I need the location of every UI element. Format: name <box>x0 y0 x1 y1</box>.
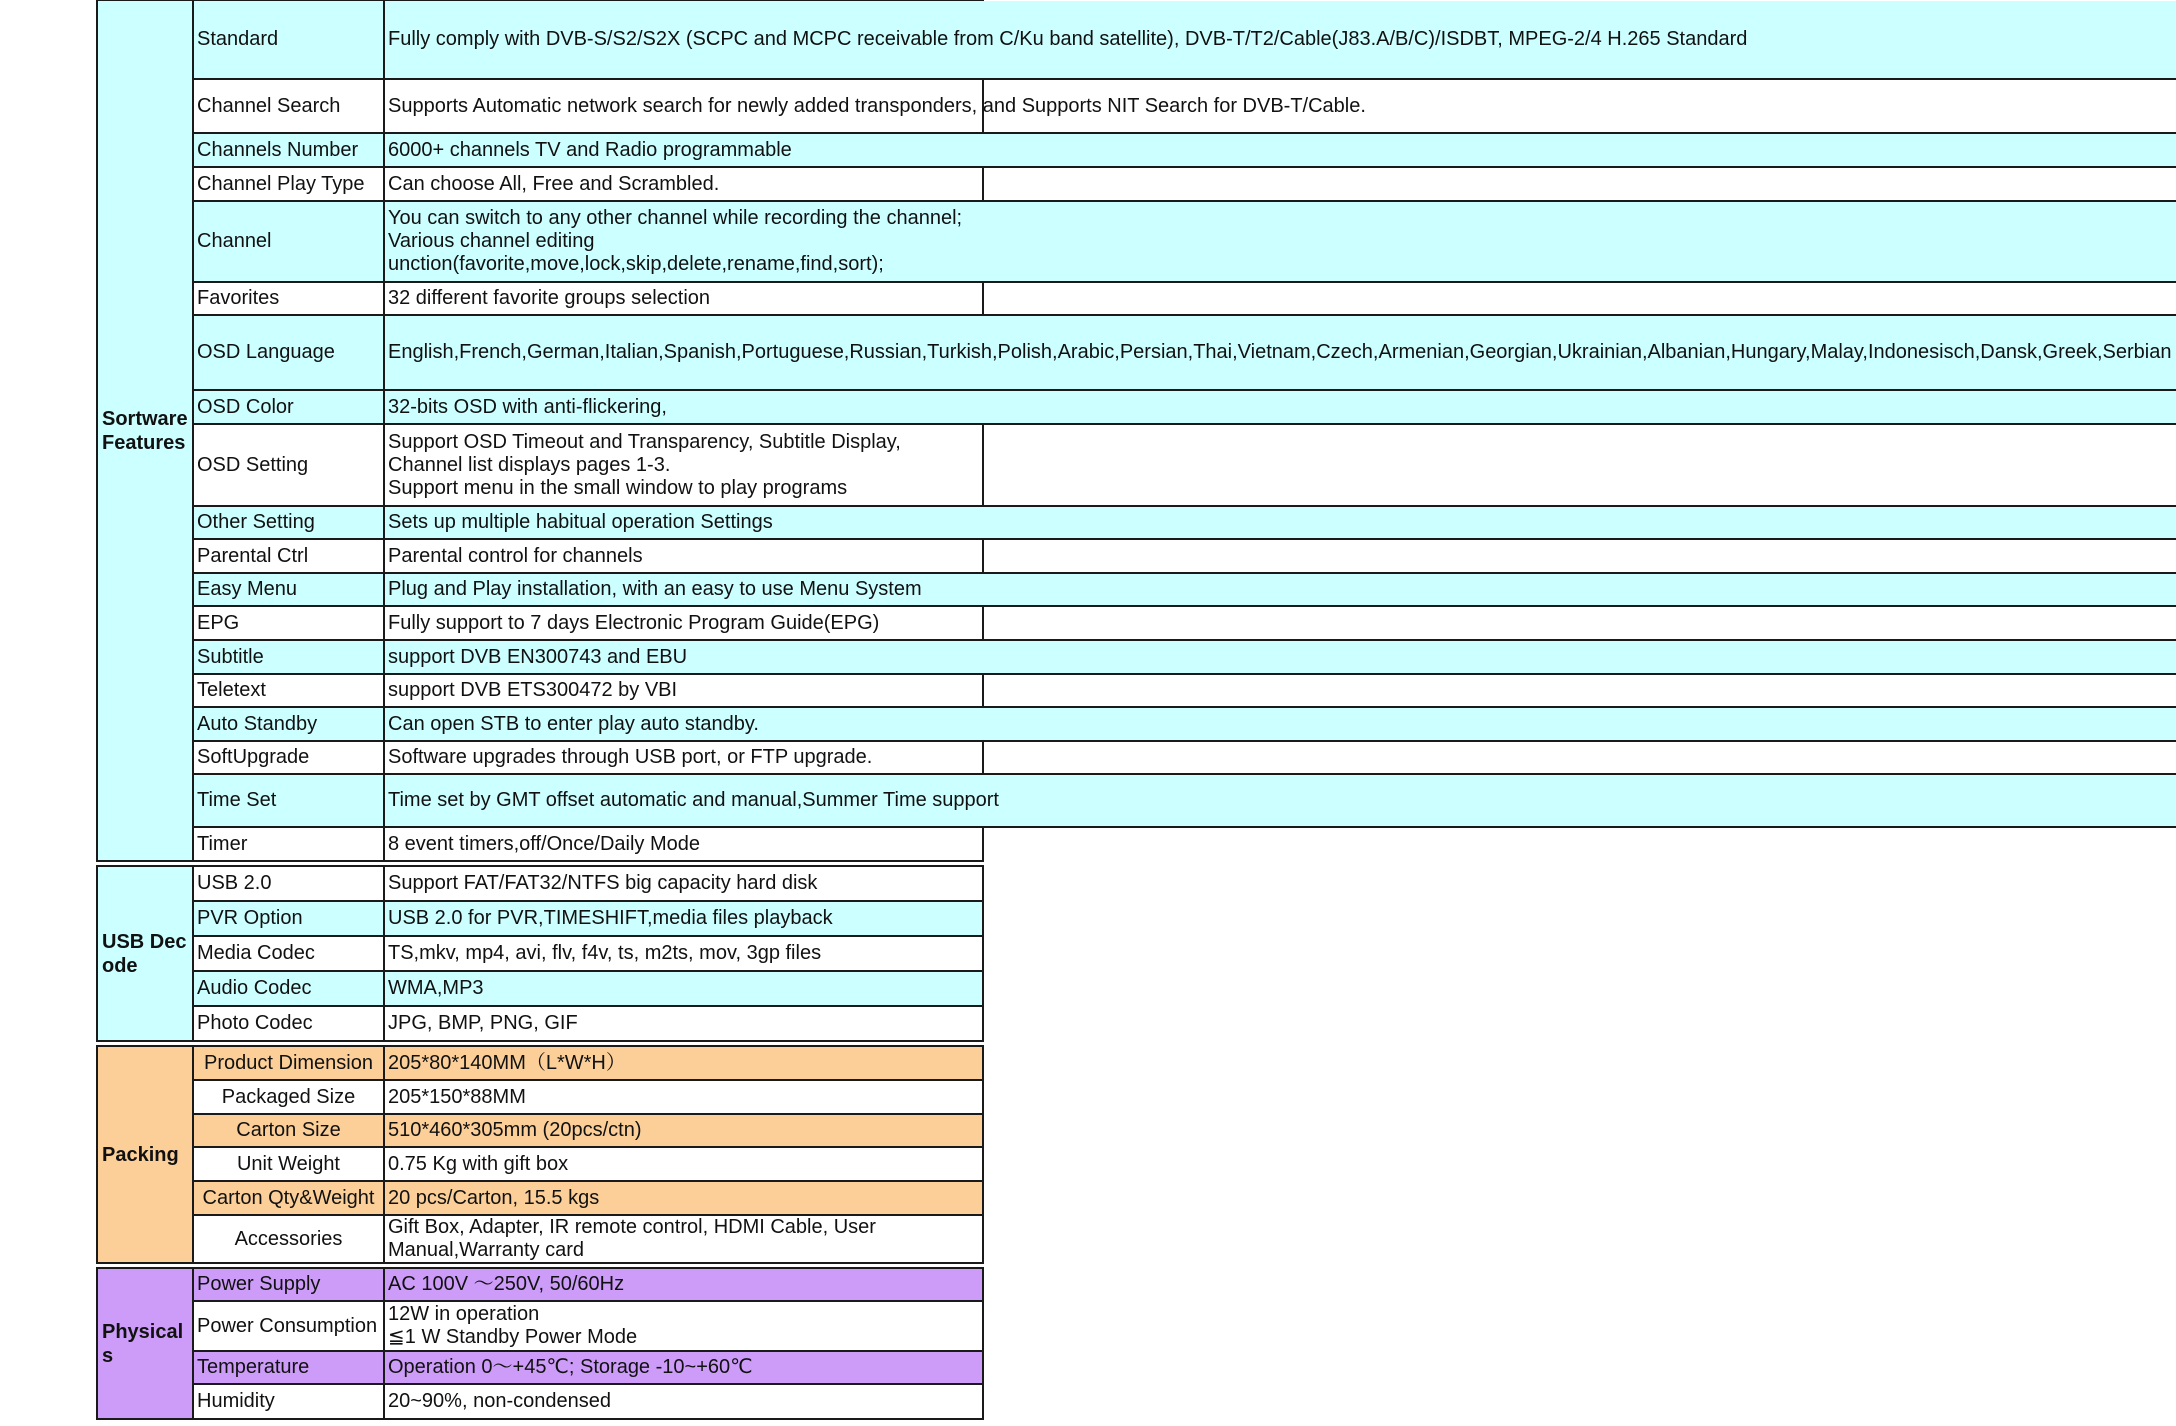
spec-value: Plug and Play installation, with an easy to use Menu System <box>388 578 922 600</box>
section-software-features <box>96 0 2172 862</box>
spec-label: Media Codec <box>194 937 385 970</box>
table-row <box>194 283 2176 316</box>
category-label: Physicals <box>98 1269 194 1418</box>
spec-value: WMA,MP3 <box>388 977 484 999</box>
section-physicals <box>96 1267 984 1420</box>
category-label: USB Decode <box>98 867 194 1040</box>
spec-label: Carton Qty&Weight <box>194 1182 385 1214</box>
spec-label: Unit Weight <box>194 1148 385 1180</box>
spec-value: 510*460*305mm (20pcs/ctn) <box>388 1119 642 1141</box>
spec-value: 32-bits OSD with anti-flickering, <box>388 395 667 418</box>
table-row <box>194 937 982 972</box>
spec-rows <box>194 867 982 1040</box>
spec-value: 32 different favorite groups selection <box>388 287 711 309</box>
table-row <box>194 80 2176 134</box>
table-row <box>194 1007 982 1040</box>
spec-value: 20 pcs/Carton, 15.5 kgs <box>388 1186 600 1209</box>
spec-label: Timer <box>194 828 385 860</box>
spec-value: 6000+ channels TV and Radio programmable <box>388 138 792 161</box>
table-row <box>194 607 2176 641</box>
spec-value: JPG, BMP, PNG, GIF <box>388 1012 578 1034</box>
spec-value: Support FAT/FAT32/NTFS big capacity hard disk <box>388 872 818 894</box>
spec-label: Packaged Size <box>194 1081 385 1113</box>
table-row <box>194 902 982 937</box>
spec-value: Support OSD Timeout and Transparency, Subtitle Display, Channel list displays pages 1-3. Support menu in the small window to play programs <box>388 430 901 499</box>
spec-label: Power Supply <box>194 1269 385 1300</box>
spec-label: Temperature <box>194 1352 385 1383</box>
spec-value: Operation 0～+45℃; Storage -10~+60℃ <box>388 1356 753 1378</box>
spec-value: USB 2.0 for PVR,TIMESHIFT,media files playback <box>388 907 833 929</box>
table-row <box>194 1302 982 1352</box>
spec-label: Time Set <box>194 775 385 826</box>
section-packing <box>96 1045 984 1264</box>
table-row <box>194 828 2176 860</box>
spec-value: 20~90%, non-condensed <box>388 1390 611 1412</box>
spec-label: Photo Codec <box>194 1007 385 1040</box>
table-row <box>194 316 2176 391</box>
table-row <box>194 168 2176 202</box>
table-row <box>194 202 2176 283</box>
table-row <box>194 775 2176 828</box>
spec-rows <box>194 1047 982 1262</box>
table-row <box>194 1115 982 1148</box>
category-label: Packing <box>98 1047 194 1262</box>
spec-value: Software upgrades through USB port, or FTP upgrade. <box>388 746 873 768</box>
spec-value: Can choose All, Free and Scrambled. <box>388 172 720 195</box>
spec-value: AC 100V ～250V, 50/60Hz <box>388 1273 625 1295</box>
table-row <box>194 425 2176 507</box>
table-row <box>194 1182 982 1216</box>
table-row <box>194 1216 982 1262</box>
table-row <box>194 867 982 902</box>
table-row <box>194 507 2176 540</box>
table-row <box>194 391 2176 425</box>
table-row <box>194 1 2176 80</box>
table-row <box>194 708 2176 742</box>
spec-value: Sets up multiple habitual operation Settings <box>388 511 773 533</box>
spec-value: TS,mkv, mp4, avi, flv, f4v, ts, m2ts, mov, 3gp files <box>388 942 822 964</box>
spec-label: OSD Language <box>194 316 385 389</box>
spec-label: Humidity <box>194 1385 385 1418</box>
spec-label: Parental Ctrl <box>194 540 385 572</box>
table-row <box>194 1081 982 1115</box>
spec-label: Channel Play Type <box>194 168 385 200</box>
spec-value: Fully support to 7 days Electronic Program Guide(EPG) <box>388 611 880 634</box>
spec-value: support DVB ETS300472 by VBI <box>388 679 678 701</box>
spec-label: Other Setting <box>194 507 385 538</box>
table-row <box>194 540 2176 574</box>
spec-label: Favorites <box>194 283 385 314</box>
table-row <box>194 1385 982 1418</box>
table-row <box>194 134 2176 168</box>
spec-rows <box>194 1 2176 860</box>
spec-value: 205*80*140MM（L*W*H） <box>388 1051 626 1074</box>
spec-value: 205*150*88MM <box>388 1085 526 1108</box>
spec-value: Time set by GMT offset automatic and manual,Summer Time support <box>388 789 999 811</box>
spec-label: Product Dimension <box>194 1047 385 1079</box>
table-row <box>194 641 2176 675</box>
spec-label: Power Consumption <box>194 1302 385 1350</box>
section-usb-decode <box>96 865 984 1042</box>
spec-value: Supports Automatic network search for newly added transponders, and Supports NIT Search for DVB-T/Cable. <box>388 94 1366 117</box>
table-row <box>194 675 2176 708</box>
table-row <box>194 1269 982 1302</box>
spec-label: Channels Number <box>194 134 385 166</box>
spec-label: USB 2.0 <box>194 867 385 900</box>
table-row <box>194 574 2176 607</box>
spec-value: Parental control for channels <box>388 544 643 567</box>
spec-value: Gift Box, Adapter, IR remote control, HDMI Cable, User Manual,Warranty card <box>388 1216 876 1261</box>
spec-label: Audio Codec <box>194 972 385 1005</box>
spec-label: OSD Setting <box>194 425 385 505</box>
spec-value: Fully comply with DVB-S/S2/S2X (SCPC and MCPC receivable from C/Ku band satellite), DVB-T/T2/Cable(J83.A/B/C)/ISDBT, MPEG-2/4 H.265 Standard <box>388 28 1748 50</box>
spec-label: PVR Option <box>194 902 385 935</box>
spec-label: Standard <box>194 1 385 78</box>
spec-value: 12W in operation ≦1 W Standby Power Mode <box>388 1303 638 1348</box>
spec-value: You can switch to any other channel while recording the channel; Various channel editing unction(favorite,move,lock,skip,delete,rename,find,sort); <box>388 207 963 275</box>
table-row <box>194 1047 982 1081</box>
table-row <box>194 742 2176 775</box>
spec-sheet <box>96 0 2172 1420</box>
spec-label: Channel Search <box>194 80 385 132</box>
spec-label: Teletext <box>194 675 385 706</box>
spec-label: Accessories <box>194 1216 385 1262</box>
spec-rows <box>194 1269 982 1418</box>
spec-label: SoftUpgrade <box>194 742 385 773</box>
spec-value: Can open STB to enter play auto standby. <box>388 712 759 735</box>
table-row <box>194 972 982 1007</box>
category-label: Sortware Features <box>98 1 194 860</box>
spec-label: Channel <box>194 202 385 281</box>
spec-value: 0.75 Kg with gift box <box>388 1152 569 1175</box>
spec-label: OSD Color <box>194 391 385 423</box>
spec-value: English,French,German,Italian,Spanish,Portuguese,Russian,Turkish,Polish,Arabic,Persian,Thai,Vietnam,Czech,Armenian,Georgian,Ukrainian,Albanian,Hungary,Malay,Indonesisch,Dansk,Greek,Serbian <box>388 341 2172 363</box>
table-row <box>194 1148 982 1182</box>
spec-label: Carton Size <box>194 1115 385 1146</box>
spec-value: support DVB EN300743 and EBU <box>388 645 688 668</box>
table-row <box>194 1352 982 1385</box>
spec-label: Subtitle <box>194 641 385 673</box>
spec-label: Auto Standby <box>194 708 385 740</box>
spec-value: 8 event timers,off/Once/Daily Mode <box>388 832 700 855</box>
spec-label: Easy Menu <box>194 574 385 605</box>
spec-label: EPG <box>194 607 385 639</box>
